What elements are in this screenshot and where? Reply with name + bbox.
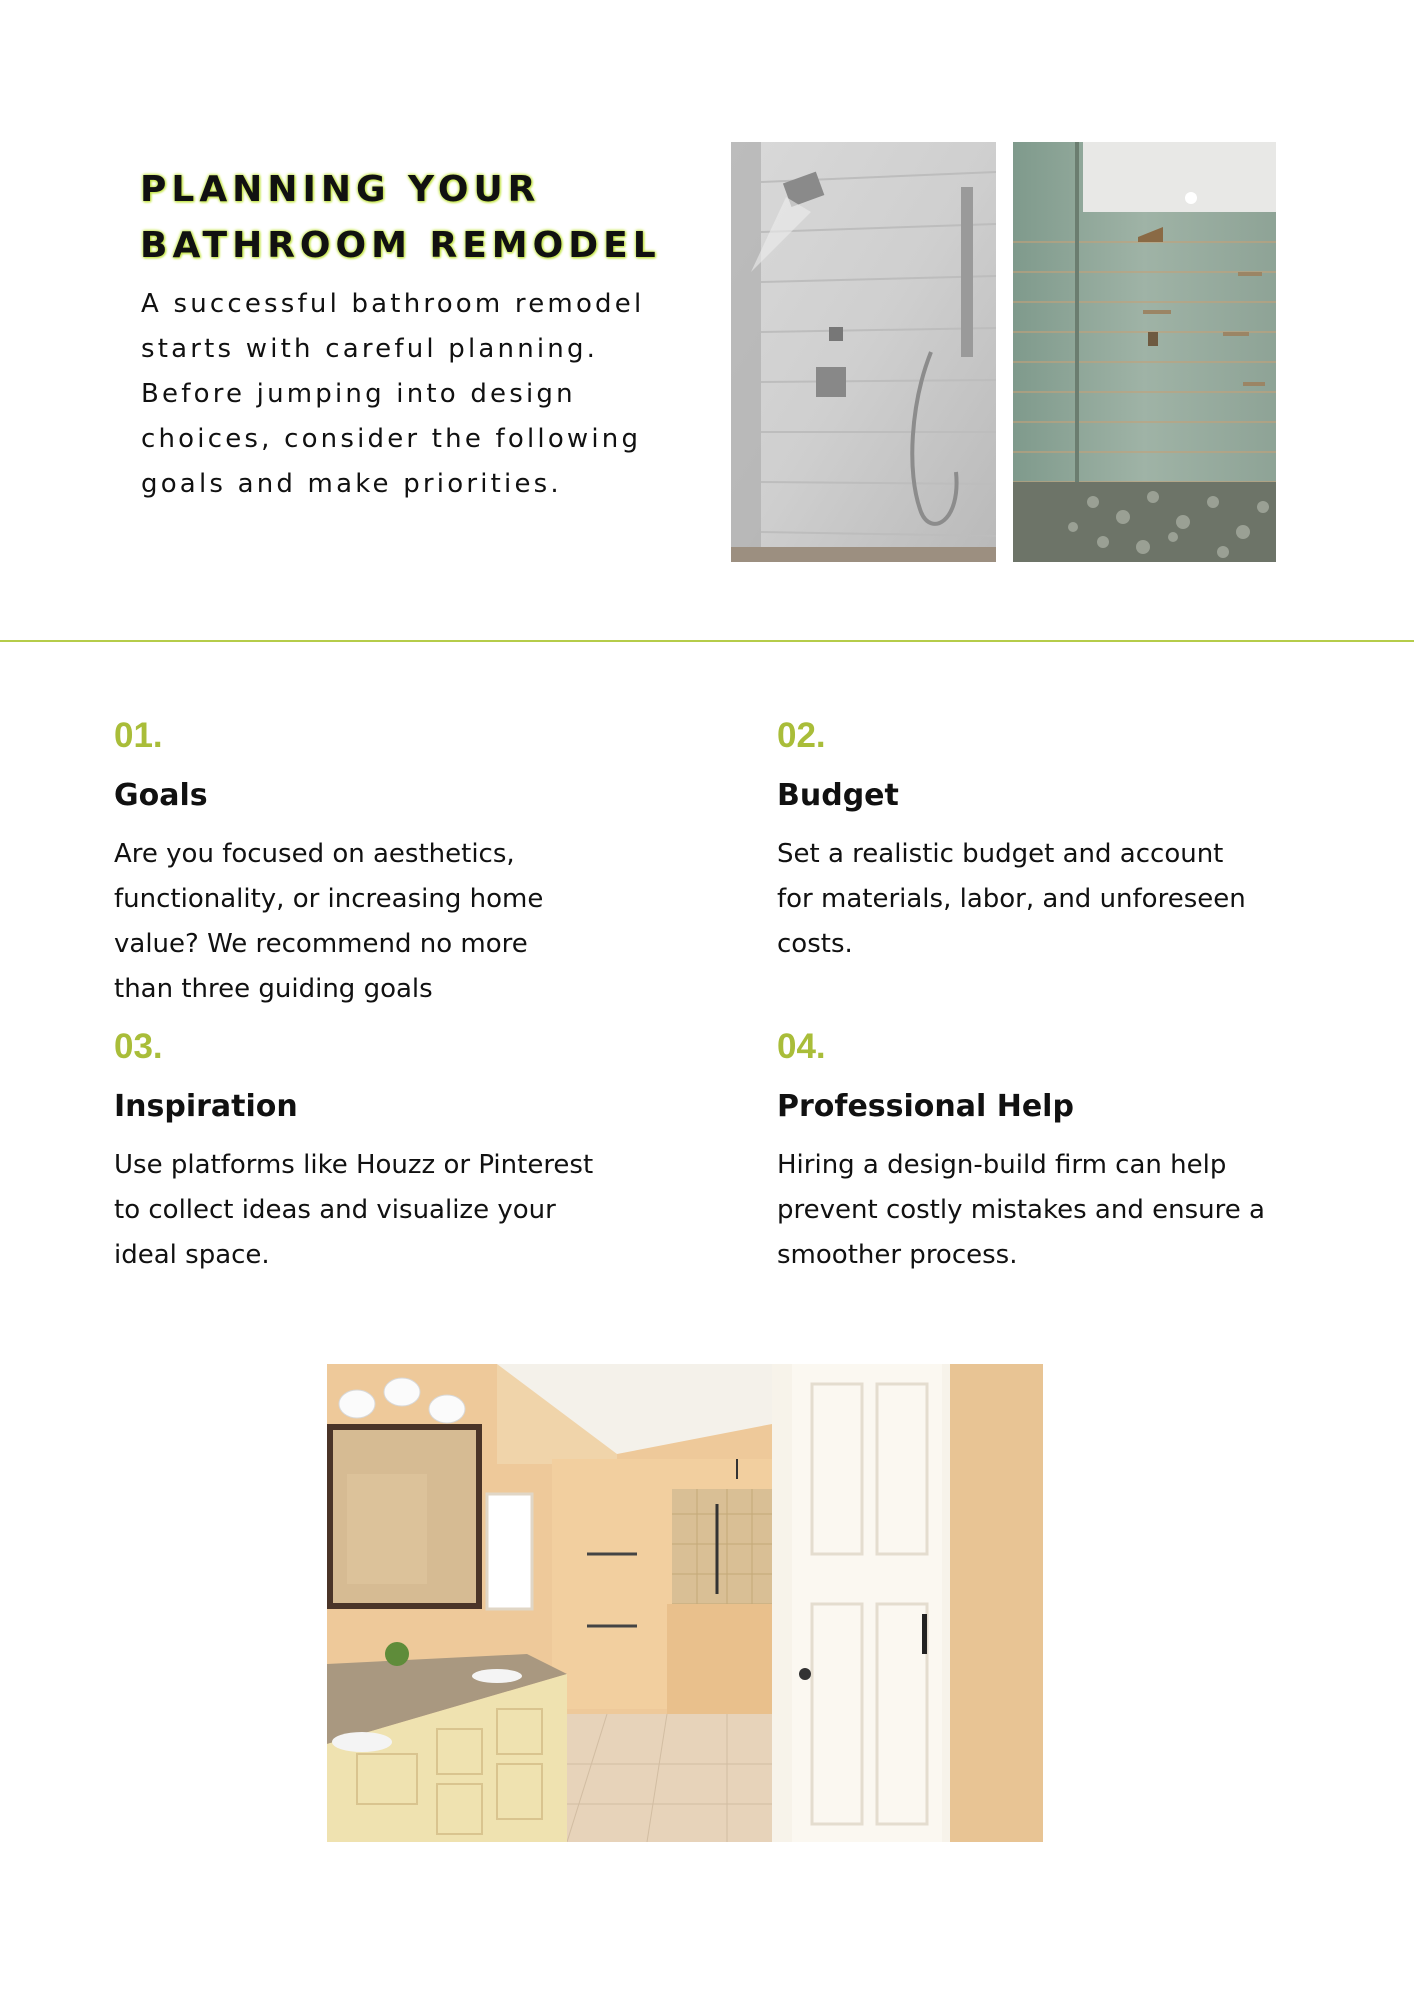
step-title: Goals <box>114 778 208 813</box>
step-title: Budget <box>777 778 899 813</box>
step-body-line: functionality, or increasing home <box>114 884 544 914</box>
step-inspiration <box>114 1025 674 1278</box>
step-body-line: than three guiding goals <box>114 974 433 1004</box>
bathroom-interior-photo <box>327 1364 1043 1842</box>
step-body <box>777 1143 1337 1278</box>
intro-line: starts with careful planning. <box>141 334 599 364</box>
step-goals <box>114 714 674 1012</box>
step-body-line: prevent costly mistakes and ensure a <box>777 1195 1265 1225</box>
intro-line: choices, consider the following <box>141 424 642 454</box>
step-body-line: Are you focused on aesthetics, <box>114 839 515 869</box>
intro-line: A successful bathroom remodel <box>141 289 645 319</box>
step-body-line: Hiring a design-build firm can help <box>777 1150 1227 1180</box>
step-body-line: to collect ideas and visualize your <box>114 1195 556 1225</box>
shower-photo-green <box>1013 142 1276 562</box>
intro-line: goals and make priorities. <box>141 469 562 499</box>
step-budget <box>777 714 1337 967</box>
step-body <box>114 832 674 1012</box>
step-number: 02. <box>777 716 826 755</box>
step-title: Inspiration <box>114 1089 298 1124</box>
step-body-line: for materials, labor, and unforeseen <box>777 884 1246 914</box>
step-title: Professional Help <box>777 1089 1074 1124</box>
step-professional-help <box>777 1025 1337 1278</box>
title-line-2: BATHROOM REMODEL <box>140 225 661 266</box>
page-title <box>140 162 700 274</box>
step-body-line: Use platforms like Houzz or Pinterest <box>114 1150 594 1180</box>
section-divider <box>0 640 1414 642</box>
step-body-line: ideal space. <box>114 1240 270 1270</box>
step-body-line: costs. <box>777 929 853 959</box>
step-body-line: smoother process. <box>777 1240 1018 1270</box>
step-body-line: Set a realistic budget and account <box>777 839 1224 869</box>
step-body-line: value? We recommend no more <box>114 929 528 959</box>
intro-line: Before jumping into design <box>141 379 576 409</box>
step-number: 04. <box>777 1027 826 1066</box>
step-body <box>114 1143 674 1278</box>
title-line-1: PLANNING YOUR <box>140 169 541 210</box>
step-body <box>777 832 1337 967</box>
intro-paragraph <box>141 282 701 507</box>
shower-photo-grey <box>731 142 996 562</box>
step-number: 01. <box>114 716 163 755</box>
step-number: 03. <box>114 1027 163 1066</box>
